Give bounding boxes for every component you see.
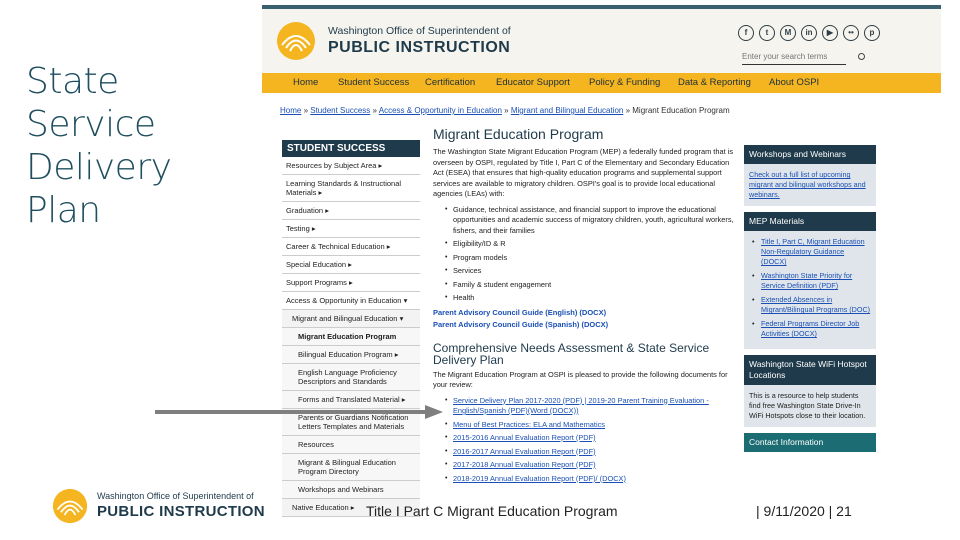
sidebar-item-testing[interactable]: Testing ▸ bbox=[282, 220, 420, 238]
doc-item-service-delivery-plan[interactable]: • Service Delivery Plan 2017-2020 (PDF) | 2019-20 Parent Training Evaluation - English/Spanish (PDF)(Word (DOCX)) bbox=[433, 396, 738, 417]
medium-icon[interactable]: M bbox=[780, 25, 796, 41]
doc-item-best-practices[interactable]: • Menu of Best Practices: ELA and Mathematics bbox=[433, 420, 738, 431]
breadcrumb-home[interactable]: Home bbox=[280, 106, 302, 115]
main-content bbox=[433, 126, 738, 487]
documents-list bbox=[433, 396, 738, 485]
flickr-icon[interactable]: •• bbox=[843, 25, 859, 41]
doc-item-2016-2017-report[interactable]: • 2016-2017 Annual Evaluation Report (PDF) bbox=[433, 447, 738, 458]
sidebar-item-graduation[interactable]: Graduation ▸ bbox=[282, 202, 420, 220]
sidebar-item-workshops-webinars[interactable]: Workshops and Webinars bbox=[282, 481, 420, 499]
breadcrumb-migrant-bilingual[interactable]: Migrant and Bilingual Education bbox=[510, 106, 624, 115]
site-logo-big-text: PUBLIC INSTRUCTION bbox=[328, 39, 511, 56]
section-intro: The Migrant Education Program at OSPI is pleased to provide the following documents for your review: bbox=[433, 369, 728, 389]
main-nav bbox=[262, 73, 941, 93]
mep-materials-title: MEP Materials bbox=[744, 212, 876, 231]
ospi-logo-icon[interactable] bbox=[276, 21, 316, 61]
section-title-needs-assessment: Comprehensive Needs Assessment & State Service Delivery Plan bbox=[433, 340, 710, 367]
workshops-box bbox=[744, 145, 876, 206]
pac-guide-english-link[interactable]: Parent Advisory Council Guide (English) (DOCX) bbox=[433, 307, 607, 317]
sidebar-item-program-directory[interactable]: Migrant & Bilingual Education Program Directory bbox=[282, 454, 420, 481]
sidebar-header[interactable]: STUDENT SUCCESS bbox=[282, 140, 420, 157]
sidebar-item-migrant-bilingual[interactable]: Migrant and Bilingual Education ▾ bbox=[282, 310, 420, 328]
mep-material-item[interactable]: • Extended Absences in Migrant/Bilingual Programs (DOC) bbox=[749, 295, 871, 315]
slide-title: State Service Delivery Plan bbox=[26, 61, 172, 231]
sidebar-item-resources-by-subject[interactable]: Resources by Subject Area ▸ bbox=[282, 157, 420, 175]
sidebar-item-migrant-education-program[interactable]: Migrant Education Program bbox=[282, 328, 420, 346]
sidebar-item-resources[interactable]: Resources bbox=[282, 436, 420, 454]
services-list bbox=[433, 205, 738, 304]
social-links bbox=[738, 25, 880, 41]
wifi-hotspot-body: This is a resource to help students find free Washington State Drive-In WiFi Hotspots close to their location. bbox=[749, 391, 866, 420]
footer-date-page: | 9/11/2020 | 21 bbox=[756, 503, 852, 519]
ospi-footer-logo-icon bbox=[52, 488, 88, 524]
nav-data-reporting[interactable]: Data & Reporting bbox=[678, 77, 751, 88]
breadcrumb-student-success[interactable]: Student Success bbox=[310, 106, 371, 115]
facebook-icon[interactable]: f bbox=[738, 25, 754, 41]
breadcrumb-access-opportunity[interactable]: Access & Opportunity in Education bbox=[378, 106, 502, 115]
sidebar-item-parent-notification[interactable]: Parents or Guardians Notification Letters Templates and Materials bbox=[282, 409, 420, 436]
search-input[interactable] bbox=[742, 49, 846, 65]
nav-educator-support[interactable]: Educator Support bbox=[496, 77, 570, 88]
sidebar-item-bilingual-education-program[interactable]: Bilingual Education Program ▸ bbox=[282, 346, 420, 364]
mep-material-item[interactable]: • Title I, Part C, Migrant Education Non-Regulatory Guidance (DOCX) bbox=[749, 237, 871, 267]
list-item: • Health bbox=[433, 293, 738, 304]
list-item: • Program models bbox=[433, 253, 738, 264]
site-logo-small-text: Washington Office of Superintendent of bbox=[328, 25, 511, 37]
mep-material-item[interactable]: • Federal Programs Director Job Activities (DOCX) bbox=[749, 319, 871, 339]
nav-certification[interactable]: Certification bbox=[425, 77, 476, 88]
wifi-hotspot-title: Washington State WiFi Hotspot Locations bbox=[744, 355, 876, 385]
footer-logo-small-text: Washington Office of Superintendent of bbox=[97, 491, 254, 501]
list-item: • Guidance, technical assistance, and financial support to improve the educational opportunities and academic success of migratory children, youth, agricultural workers, fishers, and their families bbox=[433, 205, 738, 237]
footer-logo-big-text: PUBLIC INSTRUCTION bbox=[97, 503, 265, 520]
footer-program-name: Title I Part C Migrant Education Program bbox=[366, 503, 618, 519]
site-header bbox=[262, 9, 941, 73]
intro-paragraph: The Washington State Migrant Education Program (MEP) a federally funded program that is overseen by OSPI, regulated by Title I, Part C of the Elementary and Secondary Education Act (ESEA) that ensures that high-quality education programs and supplemental support services are available to migratory children. OSPI's goal is to provide local educational agencies (LEAs) with: bbox=[433, 147, 734, 198]
workshops-box-title: Workshops and Webinars bbox=[744, 145, 876, 164]
wifi-hotspot-box bbox=[744, 355, 876, 427]
page-title: Migrant Education Program bbox=[433, 126, 604, 142]
breadcrumb-current: Migrant Education Program bbox=[632, 106, 730, 115]
doc-item-2015-2016-report[interactable]: • 2015-2016 Annual Evaluation Report (PDF) bbox=[433, 433, 738, 444]
youtube-icon[interactable]: ▶ bbox=[822, 25, 838, 41]
list-item: • Eligibility/ID & R bbox=[433, 239, 738, 250]
mep-materials-box bbox=[744, 212, 876, 349]
pac-guide-spanish-link[interactable]: Parent Advisory Council Guide (Spanish) (DOCX) bbox=[433, 319, 609, 329]
arrow-icon bbox=[155, 404, 445, 420]
twitter-icon[interactable]: t bbox=[759, 25, 775, 41]
sidebar-item-elp-descriptors[interactable]: English Language Proficiency Descriptors and Standards bbox=[282, 364, 420, 391]
search-icon[interactable] bbox=[858, 53, 865, 60]
nav-about-ospi[interactable]: About OSPI bbox=[769, 77, 820, 88]
contact-information-title[interactable]: Contact Information bbox=[744, 433, 876, 452]
left-sidebar bbox=[282, 140, 420, 517]
doc-item-2018-2019-report[interactable]: • 2018-2019 Annual Evaluation Report (PDF)/ (DOCX) bbox=[433, 474, 738, 485]
linkedin-icon[interactable]: in bbox=[801, 25, 817, 41]
right-sidebar bbox=[744, 145, 876, 458]
list-item: • Family & student engagement bbox=[433, 280, 738, 291]
doc-item-2017-2018-report[interactable]: • 2017-2018 Annual Evaluation Report (PDF) bbox=[433, 460, 738, 471]
sidebar-item-access-opportunity[interactable]: Access & Opportunity in Education ▾ bbox=[282, 292, 420, 310]
sidebar-item-learning-standards[interactable]: Learning Standards & Instructional Materials ▸ bbox=[282, 175, 420, 202]
sidebar-item-native-education[interactable]: Native Education ▸ bbox=[282, 499, 420, 517]
sidebar-item-forms-translated[interactable]: Forms and Translated Material ▸ bbox=[282, 391, 420, 409]
sidebar-item-special-education[interactable]: Special Education ▸ bbox=[282, 256, 420, 274]
breadcrumb: Home » Student Success » Access & Opportunity in Education » Migrant and Bilingual Education » Migrant Education Program bbox=[280, 106, 730, 115]
contact-box bbox=[744, 433, 876, 452]
nav-student-success[interactable]: Student Success bbox=[338, 77, 410, 88]
mep-material-item[interactable]: • Washington State Priority for Service Definition (PDF) bbox=[749, 271, 871, 291]
sidebar-item-career-technical[interactable]: Career & Technical Education ▸ bbox=[282, 238, 420, 256]
sidebar-item-support-programs[interactable]: Support Programs ▸ bbox=[282, 274, 420, 292]
pinterest-icon[interactable]: p bbox=[864, 25, 880, 41]
nav-home[interactable]: Home bbox=[293, 77, 319, 88]
list-item: • Services bbox=[433, 266, 738, 277]
nav-policy-funding[interactable]: Policy & Funding bbox=[589, 77, 661, 88]
workshops-box-body[interactable]: Check out a full list of upcoming migrant and bilingual workshops and webinars. bbox=[749, 170, 866, 199]
